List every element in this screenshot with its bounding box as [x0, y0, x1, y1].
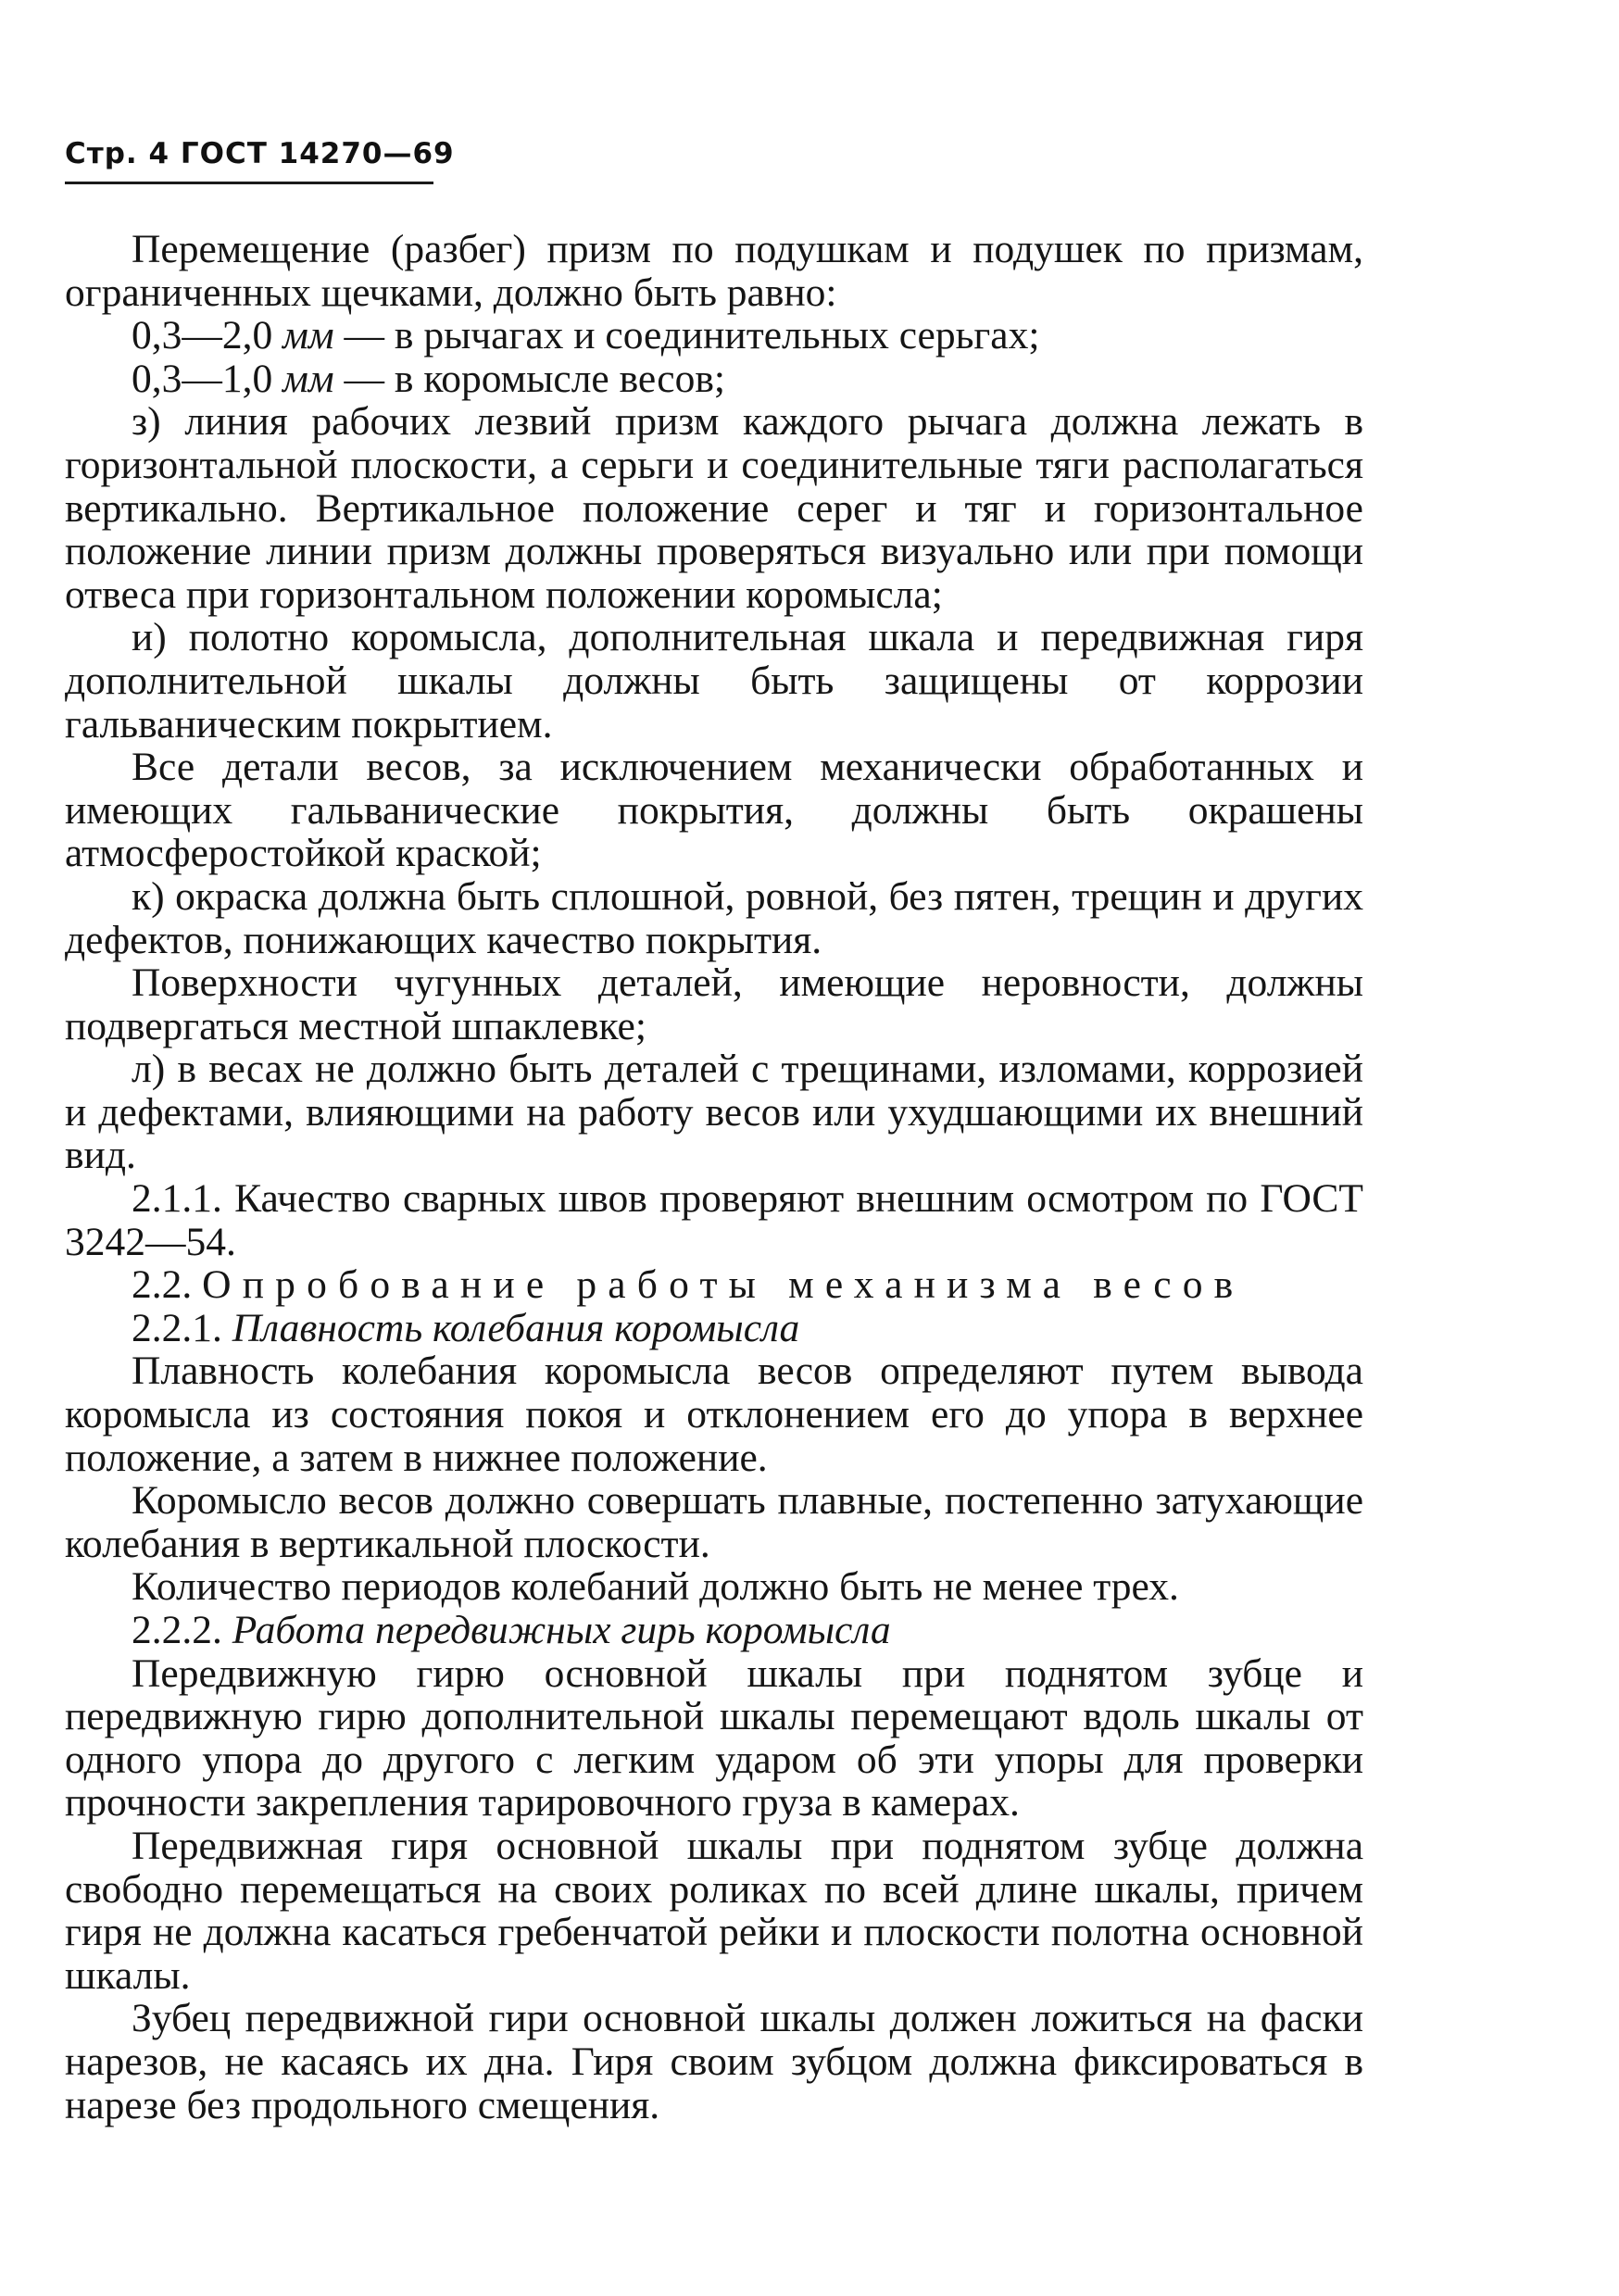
paragraph-tooth-fixation: Зубец передвижной гири основной шкалы должен ложиться на фаски нарезов, не касаясь их дна. Гиря своим зубцом должна фиксироваться в нарезе без продольного смещения. [65, 1996, 1363, 2127]
paragraph-item-k: к) окраска должна быть сплошной, ровной, без пятен, трещин и других дефектов, понижающих качество покрытия. [65, 873, 1363, 962]
paragraph-item-i: и) полотно коромысла, дополнительная шкала и передвижная гиря дополнительной шкалы должны быть защищены от коррозии гальваническим покрытием. [65, 615, 1363, 747]
section-title: Опробование работы механизма весов [202, 1262, 1245, 1308]
subsection-title: Плавность колебания коромысла [232, 1305, 800, 1350]
document-body [65, 228, 1363, 2127]
section-heading-2-2 [65, 1263, 1363, 1307]
tolerance-value: 0,3—2,0 [132, 313, 273, 358]
page-header: Стр. 4 ГОСТ 14270—69 [65, 137, 455, 170]
paragraph-oscillation-count: Количество периодов колебаний должно быть не менее трех. [132, 1564, 1179, 1610]
paragraph-beam-tolerance [65, 358, 1363, 401]
paragraph-painting: Все детали весов, за исключением механически обработанных и имеющих гальванические покрытия, должны быть окрашены атмосферостойкой краской; [65, 745, 1363, 876]
tolerance-value: 0,3—1,0 [132, 356, 273, 401]
paragraph-2-1-1: 2.1.1. Качество сварных швов проверяют внешним осмотром по ГОСТ 3242—54. [65, 1176, 1363, 1264]
subsection-number: 2.2.1. [132, 1305, 222, 1350]
paragraph-weights-test: Передвижную гирю основной шкалы при поднятом зубце и передвижную гирю дополнительной шкалы перемещают вдоль шкалы от одного упора до другого с легким ударом об эти упоры для проверки прочности закрепления тарировочного груза в камерах. [65, 1650, 1363, 1826]
unit-label: мм [282, 313, 334, 358]
section-number: 2.2. [132, 1262, 193, 1308]
header-underline [65, 182, 433, 184]
paragraph-cast-iron: Поверхности чугунных деталей, имеющие неровности, должны подвергаться местной шпаклевке; [65, 960, 1363, 1048]
tolerance-text: — в коромысле весов; [333, 356, 725, 401]
subsection-title: Работа передвижных гирь коромысла [232, 1608, 891, 1652]
subsection-heading-2-2-2 [65, 1609, 1363, 1652]
subsection-number: 2.2.2. [132, 1608, 222, 1652]
paragraph-levers-tolerance [65, 314, 1363, 358]
paragraph-smoothness-method: Плавность колебания коромысла весов определяют путем вывода коромысла из состояния покоя и отклонением его до упора в верхнее положение, а затем в нижнее положение. [65, 1349, 1363, 1480]
paragraph-displacement: Перемещение (разбег) призм по подушкам и подушек по призмам, ограниченных щечками, должно быть равно: [65, 227, 1363, 315]
paragraph-item-l: л) в весах не должно быть деталей с трещинами, изломами, коррозией и дефектами, влияющими на работу весов или ухудшающими их внешний вид. [65, 1047, 1363, 1178]
paragraph-beam-oscillation: Коромысло весов должно совершать плавные, постепенно затухающие колебания в вертикальной плоскости. [65, 1478, 1363, 1566]
subsection-heading-2-2-1 [65, 1307, 1363, 1350]
paragraph-weight-movement: Передвижная гиря основной шкалы при поднятом зубце должна свободно перемещаться на своих роликах по всей длине шкалы, причем гиря не должна касаться гребенчатой рейки и плоскости полотна основной шкалы. [65, 1823, 1363, 1998]
paragraph-item-z: з) линия рабочих лезвий призм каждого рычага должна лежать в горизонтальной плоскости, а серьги и соединительные тяги располагаться вертикально. Вертикальное положение серег и тяг и горизонтальное положение линии призм должны проверяться визуально или при помощи отвеса при горизонтальном положении коромысла; [65, 399, 1363, 617]
unit-label: мм [282, 356, 334, 401]
tolerance-text: — в рычагах и соединительных серьгах; [333, 313, 1040, 358]
